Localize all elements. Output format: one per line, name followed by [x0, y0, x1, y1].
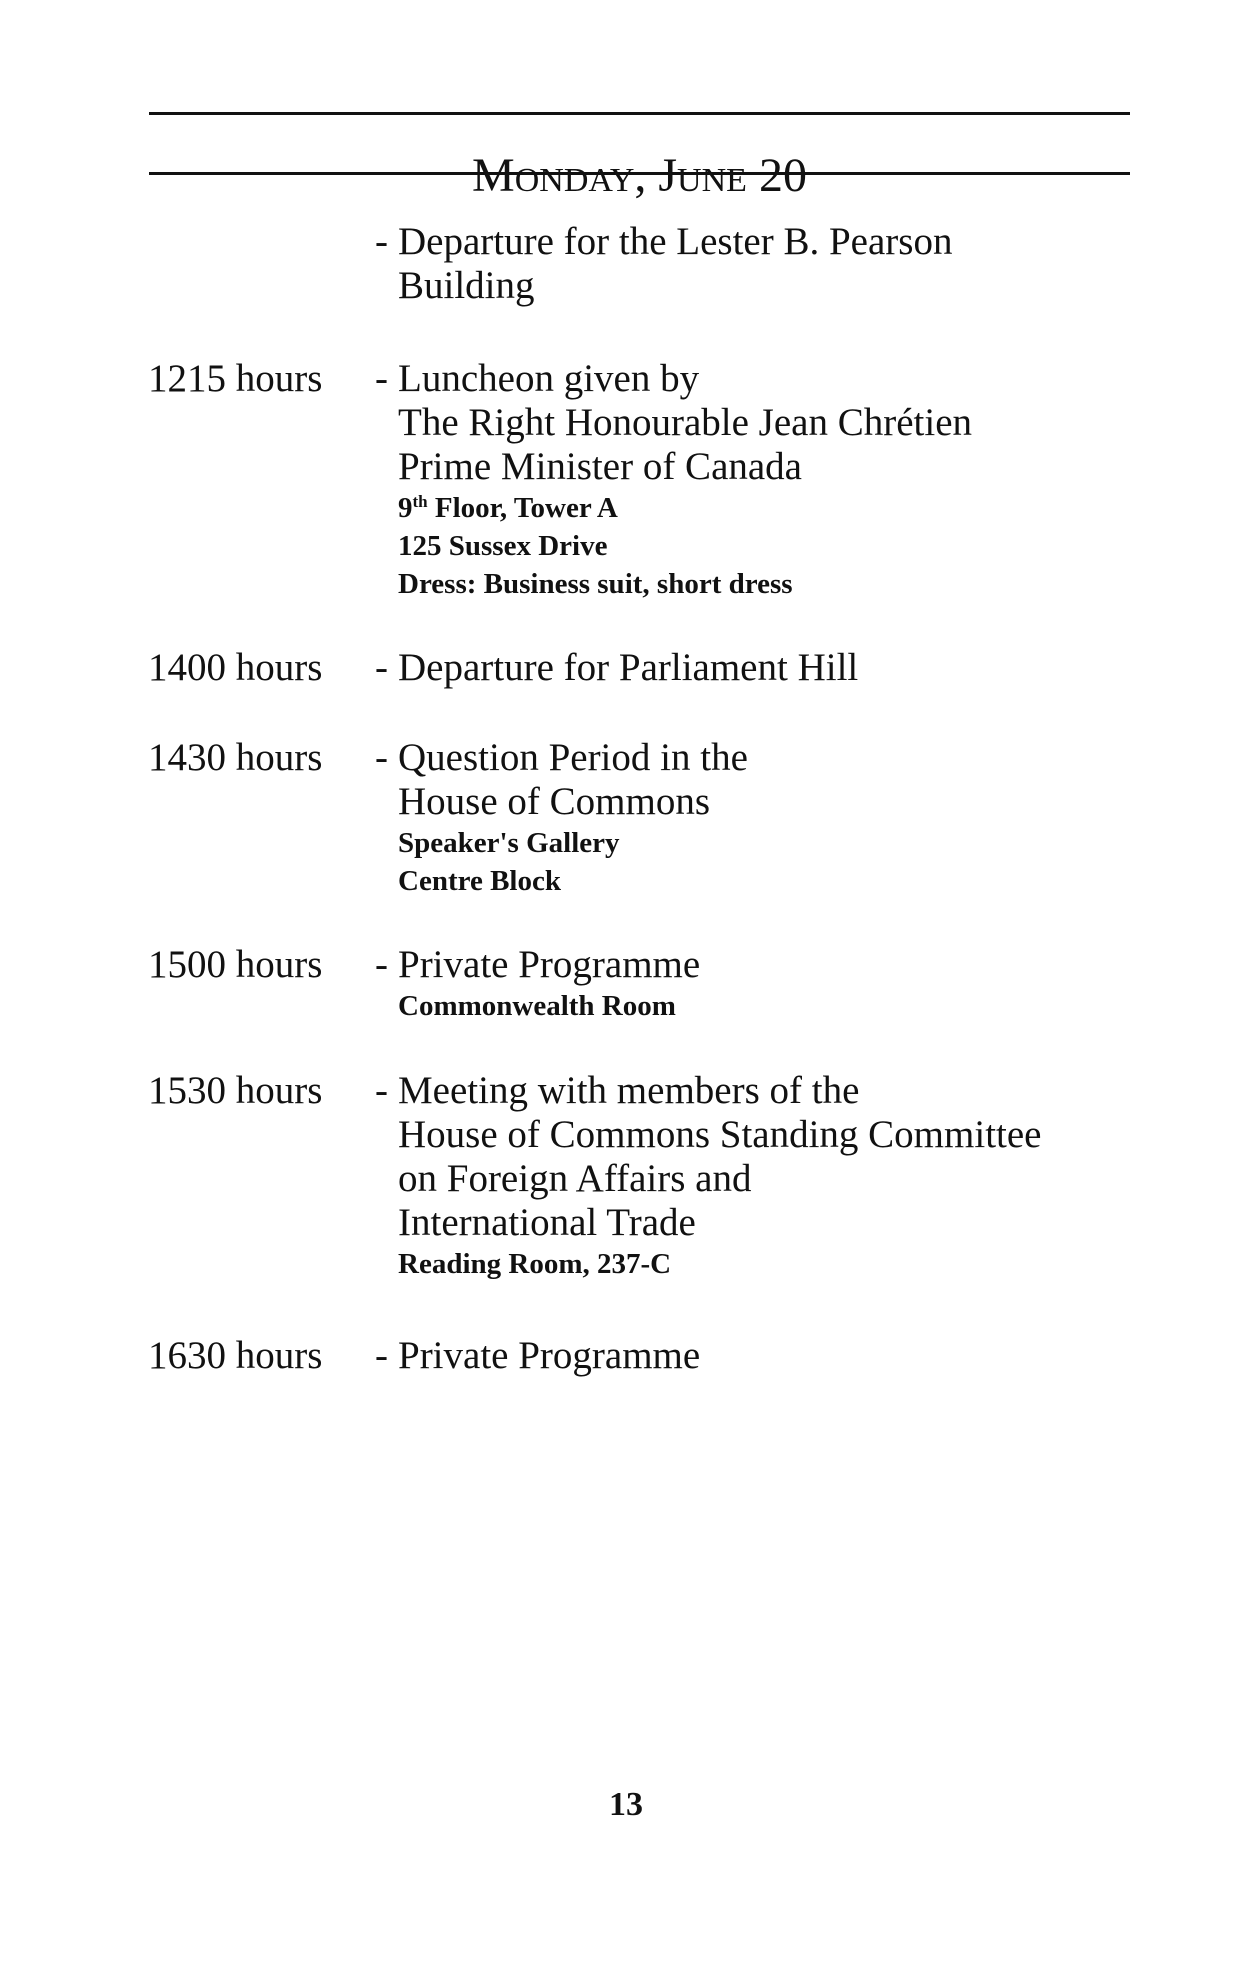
- entry-line: House of Commons: [398, 780, 710, 823]
- entry-body: [398, 1069, 1158, 1283]
- entry-body: [398, 220, 1158, 308]
- entry-body: [398, 646, 1158, 690]
- entry-location-detail: [398, 489, 1158, 527]
- entry-dash: -: [375, 220, 388, 263]
- entry-time: 1215 hours: [148, 357, 323, 400]
- entry-body: [398, 943, 1158, 1025]
- page-heading: [149, 150, 1130, 202]
- entry-line: Prime Minister of Canada: [398, 445, 802, 488]
- entry-line: Private Programme: [398, 943, 701, 986]
- entry-body: [398, 736, 1158, 900]
- entry-body: [398, 1334, 1158, 1378]
- page-number: 13: [609, 1786, 643, 1823]
- entry-time: 1400 hours: [148, 646, 323, 689]
- entry-location-detail: Commonwealth Room: [398, 990, 676, 1022]
- top-rule: [149, 112, 1130, 115]
- entry-time: 1500 hours: [148, 943, 323, 986]
- entry-location-detail: 125 Sussex Drive: [398, 530, 608, 562]
- floor-ordinal: th: [412, 492, 428, 511]
- heading-month: June: [658, 149, 747, 203]
- heading-day: Monday: [472, 149, 635, 203]
- entry-line: Luncheon given by: [398, 357, 700, 400]
- entry-line: The Right Honourable Jean Chrétien: [398, 401, 973, 444]
- entry-line: House of Commons Standing Committee: [398, 1113, 1042, 1156]
- entry-dash: -: [375, 736, 388, 779]
- entry-dash: -: [375, 943, 388, 986]
- entry-line: Departure for the Lester B. Pearson: [398, 220, 953, 263]
- entry-dash: -: [375, 1334, 388, 1377]
- entry-time: 1430 hours: [148, 736, 323, 779]
- entry-dash: -: [375, 1069, 388, 1112]
- bottom-rule: [149, 172, 1130, 175]
- heading-date: 20: [758, 149, 807, 203]
- entry-line: Meeting with members of the: [398, 1069, 860, 1112]
- entry-line: on Foreign Affairs and: [398, 1157, 752, 1200]
- entry-line: Departure for Parliament Hill: [398, 646, 859, 689]
- entry-line: Question Period in the: [398, 736, 748, 779]
- entry-location-detail: Centre Block: [398, 865, 561, 897]
- entry-location-detail: Speaker's Gallery: [398, 827, 620, 859]
- entry-dash: -: [375, 646, 388, 689]
- entry-time: 1630 hours: [148, 1334, 323, 1377]
- floor-rest: Floor, Tower A: [427, 492, 618, 524]
- entry-body: [398, 357, 1158, 603]
- heading-separator: ,: [634, 149, 659, 203]
- entry-time: 1530 hours: [148, 1069, 323, 1112]
- entry-line: Building: [398, 264, 535, 307]
- entry-line: International Trade: [398, 1201, 696, 1244]
- entry-line: Private Programme: [398, 1334, 701, 1377]
- floor-number: 9: [398, 492, 413, 524]
- entry-location-detail: Reading Room, 237-C: [398, 1248, 672, 1280]
- entry-dress-detail: Dress: Business suit, short dress: [398, 568, 793, 600]
- entry-dash: -: [375, 357, 388, 400]
